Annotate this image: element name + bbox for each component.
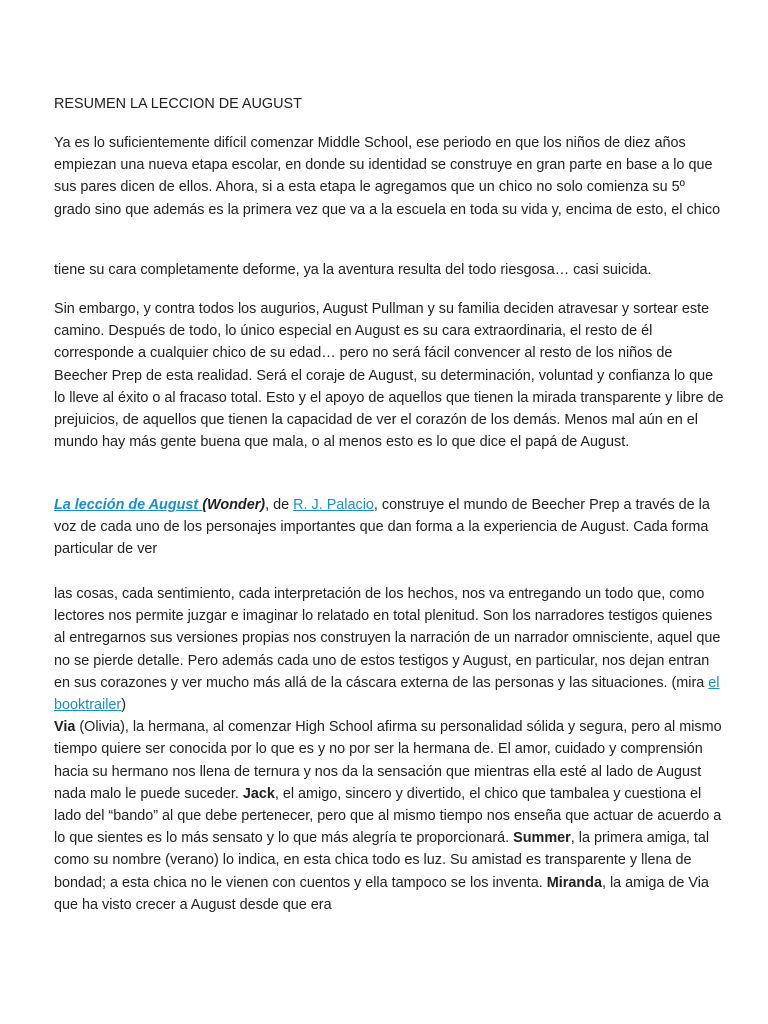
character-text-summer: , la primera amiga, tal como su nombre (verano) lo indica, en esta chica todo es luz. Su amistad es transparente y llena de bondad; a esta chica no le vienen con cuentos y ella tampoco se los inventa. [54,830,710,891]
text-de: , de [265,497,294,513]
paragraph-narrators [54,583,724,916]
close-paren: ) [121,697,126,714]
character-text-via: (Olivia), la hermana, al comenzar High School afirma su personalidad sólida y segura, pero al mismo tiempo quiere ser conocida por lo que es y no por ser la hermana de. El amor, cuidado y comprensión hacia su hermano nos llena de ternura y nos da la sensación que mientras ella esté al lado de August nada malo le puede suceder. [54,719,722,802]
paragraph-deformity: tiene su cara completamente deforme, ya la aventura resulta del todo riesgosa… casi suicida. [54,262,652,278]
page-title: RESUMEN LA LECCION DE AUGUST [54,96,302,112]
character-text-jack: , el amigo, sincero y divertido, el chico que tambalea y cuestiona el lado del “bando” al que debe pertenecer, pero que al mismo tiempo nos enseña que actuar de acuerdo a lo que sientes es lo más sensato y lo que más alegría te proporcionará. [54,785,722,847]
author-link[interactable]: R. J. Palacio [293,497,374,513]
character-text-miranda: , la amiga de Via que ha visto crecer a August desde que era [54,874,709,913]
paren-open: ( [202,497,207,513]
paragraph-book-overview [54,494,724,561]
narrators-text: las cosas, cada sentimiento, cada interpretación de los hechos, nos va entregando un todo que, como lectores nos permite juzgar e imaginar lo relatado en total plenitud. Son los narradores testigos quienes al entregarnos sus versiones propias nos construyen la narración de un narrador omnisciente, aquel que no se pierde detalle. Pero además cada uno de estos testigos y August, en particular, nos dejan entran en sus corazones y ver mucho más allá de la cáscara externa de las personas y las situaciones. (mira [54,586,721,691]
character-name-miranda: Miranda [546,874,602,891]
paragraph-family-decision: Sin embargo, y contra todos los augurios, August Pullman y su familia deciden atravesar y sortear este camino. Después de todo, lo único especial en August es su cara extraordinaria, el resto de él corresponde a cualquier chico de su edad… pero no será fácil convencer al resto de los niños de Beecher Prep de esta realidad. Será el coraje de August, su determinación, voluntad y confianza lo que lo lleve al éxito o al fracaso total. Esto y el apoyo de aquellos que tienen la mirada transparente y libre de prejuicios, de aquellos que tienen la capacidad de ver el corazón de los demás. Menos mal aún en el mundo hay más gente buena que mala, o al menos esto es lo que dice el papá de August. [54,301,724,451]
character-name-jack: Jack [242,785,275,802]
overview-text: , construye el mundo de Beecher Prep a través de la voz de cada uno de los personajes importantes que dan forma a la experiencia de August. Cada forma particular de ver [54,497,710,558]
book-original-title [202,497,265,513]
character-name-summer: Summer [513,830,571,847]
book-title-link[interactable]: La lección de August [54,497,203,513]
character-name-via: Via [54,719,76,736]
booktrailer-link[interactable]: el booktrailer [54,674,720,714]
paragraph-intro: Ya es lo suficientemente difícil comenzar Middle School, ese periodo en que los niños de diez años empiezan una nueva etapa escolar, en donde su identidad se construye en gran parte en base a lo que sus pares dicen de ellos. Ahora, si a esta etapa le agregamos que un chico no solo comienza su 5º grado sino que además es la primera vez que va a la escuela en toda su vida y, encima de esto, el chico [54,135,721,218]
wonder-text: Wonder) [207,497,266,513]
